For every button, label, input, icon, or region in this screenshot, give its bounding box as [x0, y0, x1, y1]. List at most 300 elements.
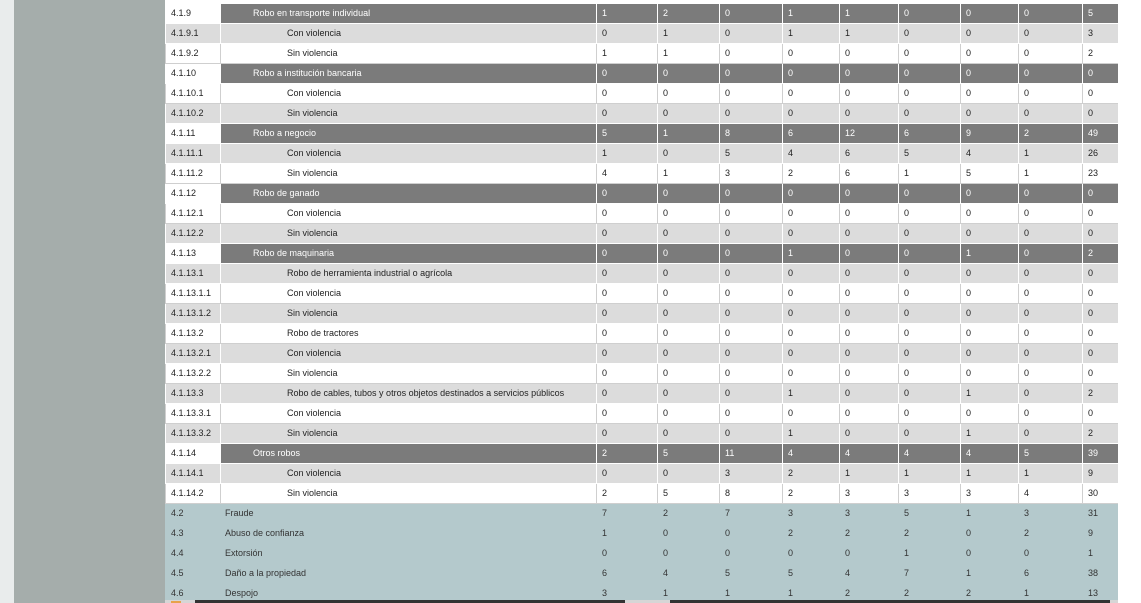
row-value-cell: 0: [1019, 424, 1083, 444]
row-value-cell: 0: [658, 384, 720, 404]
row-value-cell: 0: [720, 404, 783, 424]
row-total-cell: 0: [1083, 344, 1119, 364]
row-value-cell: 0: [840, 344, 899, 364]
row-value-cell: 0: [961, 104, 1019, 124]
table-row[interactable]: [166, 344, 1119, 364]
row-value-cell: 0: [783, 344, 840, 364]
row-total-cell: 2: [1083, 384, 1119, 404]
row-value-cell: 5: [1019, 444, 1083, 464]
row-name-cell: Robo en transporte individual: [221, 4, 597, 24]
row-value-cell: 2: [783, 484, 840, 504]
row-value-cell: 0: [1019, 404, 1083, 424]
row-value-cell: 7: [899, 564, 961, 584]
row-value-cell: 0: [783, 84, 840, 104]
row-total-cell: 0: [1083, 204, 1119, 224]
row-value-cell: 0: [840, 64, 899, 84]
row-value-cell: 0: [899, 424, 961, 444]
row-name-cell: Sin violencia: [221, 364, 597, 384]
row-code-cell: 4.1.13.2.2: [166, 364, 221, 384]
row-value-cell: 7: [720, 504, 783, 524]
row-value-cell: 0: [783, 104, 840, 124]
row-value-cell: 0: [899, 324, 961, 344]
row-value-cell: 0: [597, 384, 658, 404]
row-value-cell: 0: [720, 524, 783, 544]
row-value-cell: 0: [1019, 384, 1083, 404]
row-name-cell: Robo de maquinaria: [221, 244, 597, 264]
row-value-cell: 0: [720, 424, 783, 444]
row-value-cell: 3: [783, 504, 840, 524]
row-value-cell: 0: [1019, 64, 1083, 84]
table-row[interactable]: [166, 104, 1119, 124]
row-total-cell: 0: [1083, 84, 1119, 104]
row-value-cell: 0: [720, 104, 783, 124]
row-name-cell: Robo de tractores: [221, 324, 597, 344]
row-name-cell: Con violencia: [221, 204, 597, 224]
row-total-cell: 13: [1083, 584, 1119, 601]
row-value-cell: 0: [597, 224, 658, 244]
row-total-cell: 0: [1083, 224, 1119, 244]
row-value-cell: 0: [899, 264, 961, 284]
row-value-cell: 0: [597, 364, 658, 384]
row-value-cell: 4: [783, 144, 840, 164]
table-row[interactable]: [166, 364, 1119, 384]
row-value-cell: 3: [840, 504, 899, 524]
row-value-cell: 4: [840, 564, 899, 584]
row-value-cell: 1: [597, 144, 658, 164]
table-row[interactable]: [166, 564, 1119, 584]
row-value-cell: 0: [658, 344, 720, 364]
row-value-cell: 0: [961, 224, 1019, 244]
table-row[interactable]: [166, 304, 1119, 324]
table-row[interactable]: [166, 324, 1119, 344]
row-code-cell: 4.1.10.2: [166, 104, 221, 124]
row-value-cell: 0: [783, 184, 840, 204]
table-row[interactable]: [166, 524, 1119, 544]
row-value-cell: 0: [961, 324, 1019, 344]
row-value-cell: 0: [899, 184, 961, 204]
table-row[interactable]: [166, 244, 1119, 264]
row-name-cell: Robo de ganado: [221, 184, 597, 204]
row-value-cell: 0: [1019, 104, 1083, 124]
row-value-cell: 0: [1019, 44, 1083, 64]
row-code-cell: 4.1.13.2.1: [166, 344, 221, 364]
row-value-cell: 1: [1019, 464, 1083, 484]
row-value-cell: 3: [720, 164, 783, 184]
row-value-cell: 2: [597, 484, 658, 504]
row-value-cell: 0: [961, 344, 1019, 364]
row-code-cell: 4.1.14.2: [166, 484, 221, 504]
row-value-cell: 5: [899, 504, 961, 524]
row-value-cell: 0: [658, 104, 720, 124]
row-value-cell: 0: [1019, 184, 1083, 204]
row-code-cell: 4.1.10: [166, 64, 221, 84]
row-value-cell: 0: [961, 524, 1019, 544]
row-value-cell: 0: [597, 204, 658, 224]
row-name-cell: Extorsión: [221, 544, 597, 564]
row-code-cell: 4.1.12: [166, 184, 221, 204]
row-value-cell: 0: [720, 544, 783, 564]
row-value-cell: 5: [899, 144, 961, 164]
row-value-cell: 2: [597, 444, 658, 464]
right-pane: [1118, 0, 1141, 603]
table-row[interactable]: [166, 464, 1119, 484]
row-name-cell: Abuso de confianza: [221, 524, 597, 544]
row-total-cell: 49: [1083, 124, 1119, 144]
row-value-cell: 0: [961, 544, 1019, 564]
row-value-cell: 2: [899, 584, 961, 601]
row-value-cell: 0: [658, 264, 720, 284]
row-value-cell: 5: [597, 124, 658, 144]
row-value-cell: 0: [783, 364, 840, 384]
table-row[interactable]: [166, 264, 1119, 284]
row-value-cell: 0: [597, 184, 658, 204]
row-total-cell: 3: [1083, 24, 1119, 44]
row-value-cell: 0: [1019, 204, 1083, 224]
row-value-cell: 1: [783, 424, 840, 444]
left-sidebar-strip: [0, 0, 14, 603]
row-value-cell: 0: [597, 324, 658, 344]
row-code-cell: 4.1.12.1: [166, 204, 221, 224]
row-value-cell: 0: [840, 224, 899, 244]
row-name-cell: Con violencia: [221, 84, 597, 104]
row-value-cell: 0: [720, 184, 783, 204]
row-value-cell: 0: [961, 24, 1019, 44]
row-value-cell: 0: [899, 4, 961, 24]
row-total-cell: 0: [1083, 284, 1119, 304]
row-name-cell: Robo a institución bancaria: [221, 64, 597, 84]
row-value-cell: 0: [720, 24, 783, 44]
row-value-cell: 1: [840, 464, 899, 484]
table-row[interactable]: [166, 544, 1119, 564]
row-value-cell: 1: [658, 164, 720, 184]
table-row[interactable]: [166, 584, 1119, 601]
row-name-cell: Sin violencia: [221, 484, 597, 504]
row-total-cell: 31: [1083, 504, 1119, 524]
row-total-cell: 9: [1083, 524, 1119, 544]
row-value-cell: 0: [840, 84, 899, 104]
row-value-cell: 0: [899, 204, 961, 224]
row-total-cell: 9: [1083, 464, 1119, 484]
row-value-cell: 0: [1019, 344, 1083, 364]
row-value-cell: 1: [720, 584, 783, 601]
row-value-cell: 0: [658, 464, 720, 484]
row-value-cell: 4: [961, 444, 1019, 464]
row-value-cell: 0: [658, 144, 720, 164]
row-code-cell: 4.1.14.1: [166, 464, 221, 484]
row-value-cell: 0: [720, 64, 783, 84]
row-value-cell: 0: [1019, 244, 1083, 264]
row-code-cell: 4.1.9: [166, 4, 221, 24]
row-total-cell: 2: [1083, 44, 1119, 64]
row-value-cell: 5: [658, 484, 720, 504]
row-value-cell: 0: [1019, 84, 1083, 104]
row-value-cell: 0: [720, 4, 783, 24]
table-row[interactable]: [166, 444, 1119, 464]
row-name-cell: Sin violencia: [221, 104, 597, 124]
row-name-cell: Daño a la propiedad: [221, 564, 597, 584]
row-total-cell: 0: [1083, 364, 1119, 384]
row-value-cell: 0: [899, 364, 961, 384]
row-value-cell: 1: [961, 464, 1019, 484]
row-name-cell: Sin violencia: [221, 44, 597, 64]
row-total-cell: 0: [1083, 64, 1119, 84]
row-code-cell: 4.3: [166, 524, 221, 544]
row-value-cell: 1: [658, 44, 720, 64]
row-name-cell: Sin violencia: [221, 424, 597, 444]
table-row[interactable]: [166, 384, 1119, 404]
row-value-cell: 6: [899, 124, 961, 144]
row-value-cell: 1: [1019, 164, 1083, 184]
row-value-cell: 1: [658, 584, 720, 601]
row-value-cell: 0: [783, 64, 840, 84]
row-value-cell: 0: [597, 304, 658, 324]
row-total-cell: 0: [1083, 264, 1119, 284]
row-code-cell: 4.1.13.3.2: [166, 424, 221, 444]
row-value-cell: 0: [658, 424, 720, 444]
table-row[interactable]: [166, 44, 1119, 64]
row-name-cell: Despojo: [221, 584, 597, 601]
table-row[interactable]: [166, 504, 1119, 524]
row-value-cell: 0: [1019, 324, 1083, 344]
row-value-cell: 0: [840, 244, 899, 264]
row-total-cell: 0: [1083, 324, 1119, 344]
row-value-cell: 3: [720, 464, 783, 484]
row-total-cell: 38: [1083, 564, 1119, 584]
row-code-cell: 4.1.13: [166, 244, 221, 264]
row-value-cell: 0: [961, 4, 1019, 24]
row-value-cell: 0: [783, 264, 840, 284]
table-row[interactable]: [166, 184, 1119, 204]
row-name-cell: Con violencia: [221, 344, 597, 364]
row-value-cell: 0: [783, 224, 840, 244]
row-value-cell: 0: [783, 204, 840, 224]
row-value-cell: 0: [840, 404, 899, 424]
row-value-cell: 3: [597, 584, 658, 601]
table-row[interactable]: [166, 64, 1119, 84]
row-value-cell: 2: [1019, 524, 1083, 544]
row-name-cell: Otros robos: [221, 444, 597, 464]
row-value-cell: 0: [961, 44, 1019, 64]
row-value-cell: 2: [783, 164, 840, 184]
row-value-cell: 0: [720, 384, 783, 404]
row-name-cell: Sin violencia: [221, 164, 597, 184]
row-code-cell: 4.1.13.1.2: [166, 304, 221, 324]
row-total-cell: 26: [1083, 144, 1119, 164]
row-value-cell: 1: [783, 244, 840, 264]
row-total-cell: 1: [1083, 544, 1119, 564]
row-name-cell: Fraude: [221, 504, 597, 524]
row-code-cell: 4.1.12.2: [166, 224, 221, 244]
row-name-cell: Robo a negocio: [221, 124, 597, 144]
row-value-cell: 5: [720, 144, 783, 164]
row-value-cell: 6: [783, 124, 840, 144]
crime-statistics-table: [165, 3, 1118, 600]
row-total-cell: 30: [1083, 484, 1119, 504]
table-row[interactable]: [166, 284, 1119, 304]
row-code-cell: 4.1.13.3: [166, 384, 221, 404]
row-value-cell: 7: [597, 504, 658, 524]
row-value-cell: 0: [720, 344, 783, 364]
row-value-cell: 0: [1019, 264, 1083, 284]
row-total-cell: 23: [1083, 164, 1119, 184]
row-value-cell: 0: [720, 364, 783, 384]
row-value-cell: 0: [899, 224, 961, 244]
row-value-cell: 1: [899, 544, 961, 564]
row-value-cell: 0: [658, 84, 720, 104]
row-value-cell: 0: [961, 184, 1019, 204]
row-name-cell: Sin violencia: [221, 224, 597, 244]
row-value-cell: 0: [597, 544, 658, 564]
row-code-cell: 4.1.13.1: [166, 264, 221, 284]
row-value-cell: 1: [840, 4, 899, 24]
row-value-cell: 0: [961, 264, 1019, 284]
row-value-cell: 1: [783, 4, 840, 24]
row-value-cell: 2: [899, 524, 961, 544]
row-value-cell: 0: [597, 404, 658, 424]
row-value-cell: 0: [1019, 224, 1083, 244]
row-value-cell: 0: [720, 224, 783, 244]
row-value-cell: 2: [1019, 124, 1083, 144]
row-code-cell: 4.1.14: [166, 444, 221, 464]
row-value-cell: 0: [840, 364, 899, 384]
row-value-cell: 0: [658, 284, 720, 304]
left-pane: [14, 0, 165, 603]
row-value-cell: 4: [658, 564, 720, 584]
row-code-cell: 4.2: [166, 504, 221, 524]
row-value-cell: 0: [961, 84, 1019, 104]
table-row[interactable]: [166, 24, 1119, 44]
row-value-cell: 0: [658, 244, 720, 264]
table-row[interactable]: [166, 404, 1119, 424]
row-value-cell: 1: [783, 24, 840, 44]
row-value-cell: 0: [840, 184, 899, 204]
table-row[interactable]: [166, 144, 1119, 164]
row-value-cell: 1: [961, 384, 1019, 404]
table-row[interactable]: [166, 424, 1119, 444]
row-value-cell: 9: [961, 124, 1019, 144]
row-value-cell: 2: [840, 584, 899, 601]
row-value-cell: 1: [658, 124, 720, 144]
table-row[interactable]: [166, 84, 1119, 104]
row-value-cell: 0: [597, 24, 658, 44]
row-value-cell: 0: [961, 284, 1019, 304]
row-total-cell: 0: [1083, 104, 1119, 124]
row-value-cell: 3: [1019, 504, 1083, 524]
row-value-cell: 0: [899, 384, 961, 404]
table-row[interactable]: [166, 484, 1119, 504]
row-value-cell: 1: [899, 164, 961, 184]
row-code-cell: 4.5: [166, 564, 221, 584]
row-value-cell: 0: [899, 284, 961, 304]
table-row[interactable]: [166, 224, 1119, 244]
row-value-cell: 5: [783, 564, 840, 584]
row-value-cell: 0: [840, 324, 899, 344]
row-value-cell: 0: [597, 244, 658, 264]
row-value-cell: 0: [961, 204, 1019, 224]
row-value-cell: 2: [658, 4, 720, 24]
row-value-cell: 2: [783, 524, 840, 544]
row-value-cell: 0: [597, 104, 658, 124]
row-value-cell: 0: [840, 544, 899, 564]
row-value-cell: 0: [658, 404, 720, 424]
row-value-cell: 4: [783, 444, 840, 464]
row-value-cell: 8: [720, 484, 783, 504]
row-value-cell: 0: [840, 384, 899, 404]
row-name-cell: Sin violencia: [221, 304, 597, 324]
row-value-cell: 1: [597, 524, 658, 544]
row-total-cell: 0: [1083, 404, 1119, 424]
row-value-cell: 4: [961, 144, 1019, 164]
data-table-viewport[interactable]: [165, 3, 1118, 600]
row-value-cell: 0: [899, 244, 961, 264]
row-value-cell: 0: [899, 84, 961, 104]
row-name-cell: Con violencia: [221, 144, 597, 164]
row-value-cell: 0: [840, 304, 899, 324]
row-value-cell: 0: [840, 44, 899, 64]
row-value-cell: 0: [1019, 364, 1083, 384]
row-value-cell: 0: [783, 404, 840, 424]
row-value-cell: 0: [720, 304, 783, 324]
row-value-cell: 0: [899, 304, 961, 324]
row-value-cell: 0: [899, 44, 961, 64]
row-value-cell: 1: [961, 424, 1019, 444]
row-value-cell: 0: [597, 424, 658, 444]
row-value-cell: 0: [783, 44, 840, 64]
table-body: [166, 4, 1119, 601]
row-code-cell: 4.1.13.2: [166, 324, 221, 344]
row-value-cell: 1: [961, 244, 1019, 264]
row-code-cell: 4.1.9.2: [166, 44, 221, 64]
row-value-cell: 5: [961, 164, 1019, 184]
row-value-cell: 4: [840, 444, 899, 464]
row-value-cell: 0: [783, 324, 840, 344]
row-value-cell: 0: [658, 324, 720, 344]
row-value-cell: 0: [658, 64, 720, 84]
row-value-cell: 8: [720, 124, 783, 144]
row-name-cell: Robo de cables, tubos y otros objetos destinados a servicios públicos: [221, 384, 597, 404]
row-value-cell: 0: [1019, 284, 1083, 304]
row-value-cell: 0: [597, 64, 658, 84]
row-value-cell: 0: [1019, 24, 1083, 44]
table-row[interactable]: [166, 124, 1119, 144]
row-code-cell: 4.6: [166, 584, 221, 601]
row-value-cell: 2: [961, 584, 1019, 601]
row-code-cell: 4.1.9.1: [166, 24, 221, 44]
row-value-cell: 1: [597, 4, 658, 24]
row-code-cell: 4.1.13.1.1: [166, 284, 221, 304]
row-value-cell: 0: [899, 404, 961, 424]
table-row[interactable]: [166, 4, 1119, 24]
row-code-cell: 4.1.13.3.1: [166, 404, 221, 424]
row-value-cell: 0: [658, 544, 720, 564]
row-value-cell: 0: [961, 304, 1019, 324]
row-value-cell: 6: [840, 144, 899, 164]
row-name-cell: Con violencia: [221, 24, 597, 44]
table-row[interactable]: [166, 164, 1119, 184]
row-value-cell: 1: [658, 24, 720, 44]
row-value-cell: 12: [840, 124, 899, 144]
row-name-cell: Con violencia: [221, 404, 597, 424]
row-value-cell: 1: [597, 44, 658, 64]
table-row[interactable]: [166, 204, 1119, 224]
row-value-cell: 1: [899, 464, 961, 484]
row-value-cell: 0: [720, 284, 783, 304]
row-value-cell: 6: [597, 564, 658, 584]
row-name-cell: Con violencia: [221, 464, 597, 484]
row-value-cell: 0: [720, 244, 783, 264]
row-name-cell: Robo de herramienta industrial o agrícola: [221, 264, 597, 284]
row-value-cell: 1: [783, 384, 840, 404]
